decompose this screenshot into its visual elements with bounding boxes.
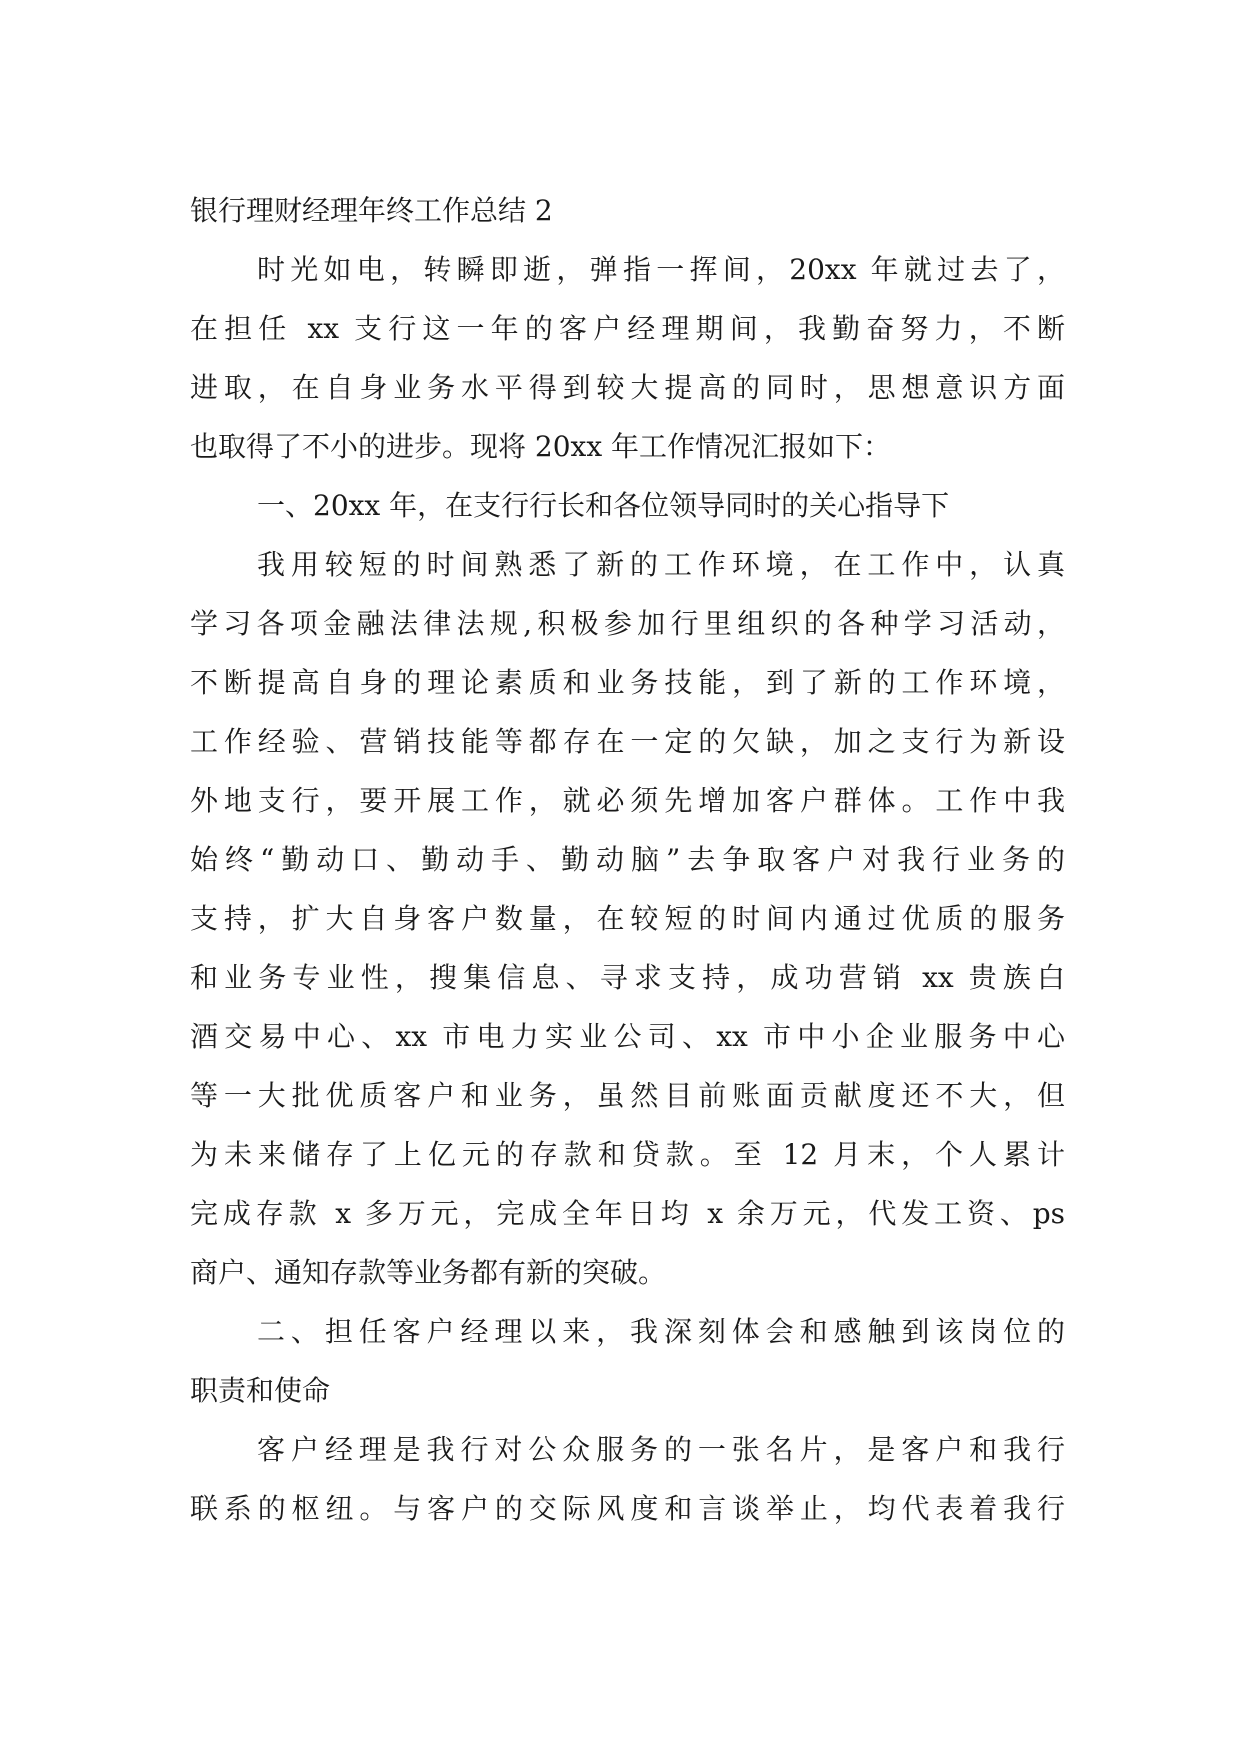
paragraph: [190, 1420, 1065, 1538]
paragraph: [190, 240, 1065, 476]
paragraph-line: 进取，在自身业务水平得到较大提高的同时，思想意识方面: [190, 371, 1065, 404]
paragraph-line: 完成存款 x 多万元，完成全年日均 x 余万元，代发工资、ps: [190, 1197, 1065, 1230]
paragraph: [190, 535, 1065, 1302]
paragraph-line: 时光如电，转瞬即逝，弹指一挥间，20xx 年就过去了，: [257, 253, 1065, 286]
paragraph-line: 工作经验、营销技能等都存在一定的欠缺，加之支行为新设: [190, 725, 1065, 758]
paragraph-line: 不断提高自身的理论素质和业务技能，到了新的工作环境，: [190, 666, 1065, 699]
paragraph-line: 始终“勤动口、勤动手、勤动脑”去争取客户对我行业务的: [190, 843, 1065, 876]
paragraph-line: 外地支行，要开展工作，就必须先增加客户群体。工作中我: [190, 784, 1065, 817]
paragraph-line: 二、担任客户经理以来，我深刻体会和感触到该岗位的: [257, 1315, 1065, 1348]
paragraph-line: 我用较短的时间熟悉了新的工作环境，在工作中，认真: [257, 548, 1065, 581]
paragraph-line: 职责和使命: [190, 1374, 331, 1407]
paragraph-line: 联系的枢纽。与客户的交际风度和言谈举止，均代表着我行: [190, 1492, 1065, 1525]
paragraph-line: 一、20xx 年，在支行行长和各位领导同时的关心指导下: [257, 489, 950, 522]
paragraph-line: 在担任 xx 支行这一年的客户经理期间，我勤奋努力，不断: [190, 312, 1065, 345]
paragraph: [190, 1302, 1065, 1420]
paragraph-line: 和业务专业性，搜集信息、寻求支持，成功营销 xx 贵族白: [190, 961, 1065, 994]
paragraph-line: 等一大批优质客户和业务，虽然目前账面贡献度还不大，但: [190, 1079, 1065, 1112]
paragraph: [190, 476, 1065, 535]
paragraph-line: 学习各项金融法律法规,积极参加行里组织的各种学习活动，: [190, 607, 1065, 640]
paragraph-line: 商户、通知存款等业务都有新的突破。: [190, 1256, 667, 1289]
paragraph-line: 支持，扩大自身客户数量，在较短的时间内通过优质的服务: [190, 902, 1065, 935]
paragraph-line: 也取得了不小的进步。现将 20xx 年工作情况汇报如下：: [190, 430, 892, 463]
paragraph-line: 酒交易中心、xx 市电力实业公司、xx 市中小企业服务中心: [190, 1020, 1065, 1053]
paragraph-line: 为未来储存了上亿元的存款和贷款。至 12 月末，个人累计: [190, 1138, 1065, 1171]
paragraph-line: 客户经理是我行对公众服务的一张名片，是客户和我行: [257, 1433, 1065, 1466]
document-title: 银行理财经理年终工作总结 2: [190, 194, 553, 227]
document-body: [190, 181, 1065, 1538]
